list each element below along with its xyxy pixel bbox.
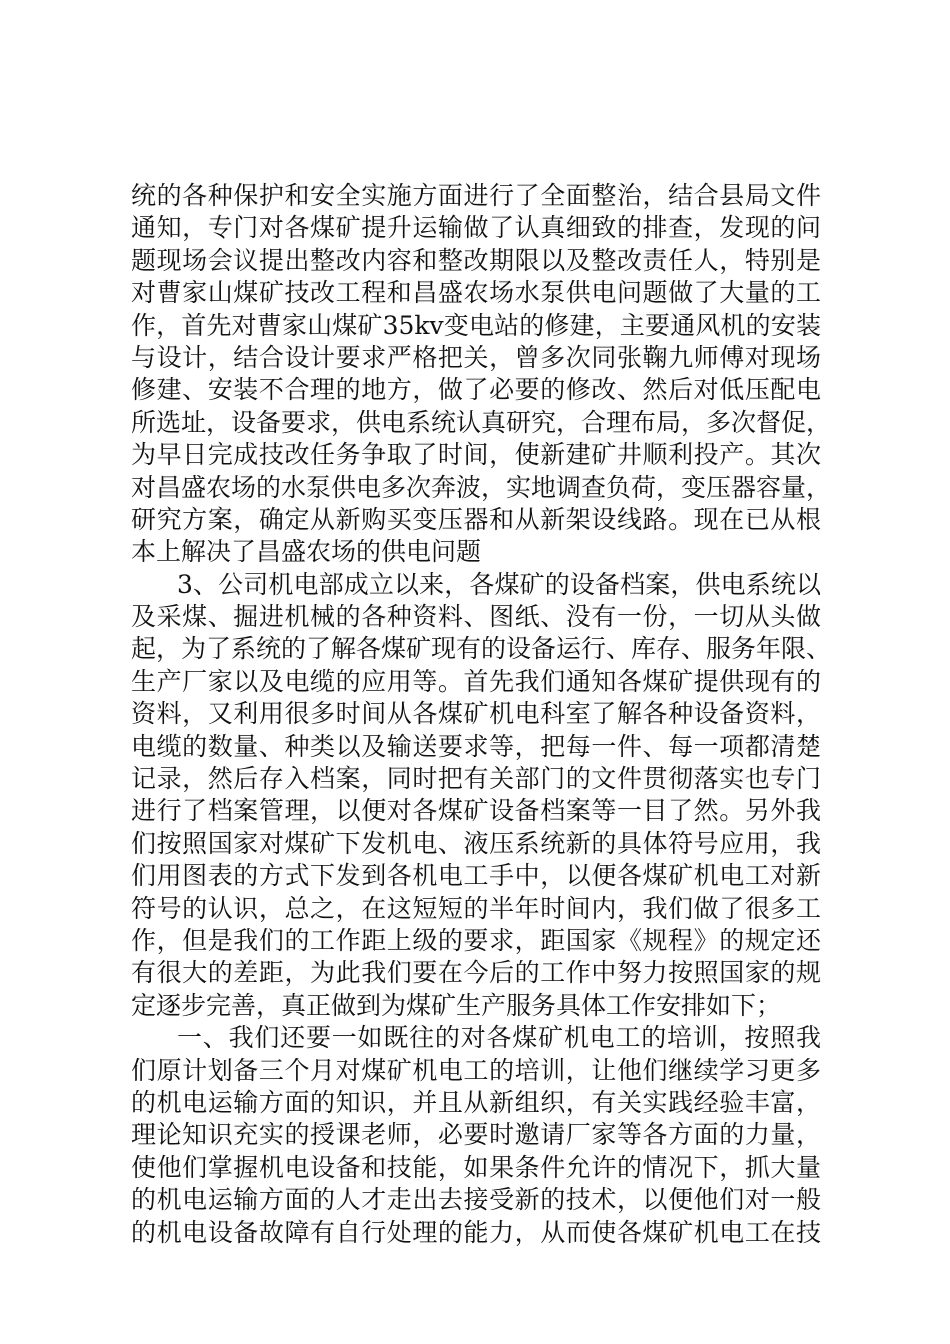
text-line: 记录，然后存入档案，同时把有关部门的文件贯彻落实也专门 — [131, 764, 821, 794]
text-line: 通知，专门对各煤矿提升运输做了认真细致的排查，发现的问 — [131, 213, 821, 243]
text-line: 资料，又利用很多时间从各煤矿机电科室了解各种设备资料， — [131, 699, 821, 729]
text-line: 们原计划备三个月对煤矿机电工的培训，让他们继续学习更多 — [131, 1055, 821, 1085]
text-line: 为早日完成技改任务争取了时间，使新建矿井顺利投产。其次 — [131, 440, 821, 470]
text-line: 使他们掌握机电设备和技能，如果条件允许的情况下，抓大量 — [131, 1152, 821, 1182]
text-line: 电缆的数量、种类以及输送要求等，把每一件、每一项都清楚 — [131, 731, 821, 761]
paragraph-start-line: 3、公司机电部成立以来，各煤矿的设备档案，供电系统以 — [177, 569, 821, 599]
text-line: 作，首先对曹家山煤矿35kv变电站的修建，主要通风机的安装 — [131, 310, 821, 340]
text-line: 进行了档案管理，以便对各煤矿设备档案等一目了然。另外我 — [131, 796, 821, 826]
text-line: 研究方案，确定从新购买变压器和从新架设线路。现在已从根 — [131, 504, 821, 534]
text-line: 生产厂家以及电缆的应用等。首先我们通知各煤矿提供现有的 — [131, 666, 821, 696]
text-line: 理论知识充实的授课老师，必要时邀请厂家等各方面的力量， — [131, 1120, 821, 1150]
text-line: 及采煤、掘进机械的各种资料、图纸、没有一份，一切从头做 — [131, 602, 821, 632]
paragraph-start-line: 一、我们还要一如既往的对各煤矿机电工的培训，按照我 — [177, 1023, 821, 1053]
text-line: 所选址，设备要求，供电系统认真研究，合理布局，多次督促， — [131, 407, 832, 437]
text-line: 本上解决了昌盛农场的供电问题 — [131, 537, 482, 567]
text-line: 的机电运输方面的知识，并且从新组织，有关实践经验丰富， — [131, 1087, 821, 1117]
text-line: 对曹家山煤矿技改工程和昌盛农场水泵供电问题做了大量的工 — [131, 278, 821, 308]
text-line: 的机电运输方面的人才走出去接受新的技术，以便他们对一般 — [131, 1185, 821, 1215]
text-line: 们按照国家对煤矿下发机电、液压系统新的具体符号应用，我 — [131, 828, 821, 858]
text-line: 的机电设备故障有自行处理的能力，从而使各煤矿机电工在技 — [131, 1217, 821, 1247]
text-line: 符号的认识，总之，在这短短的半年时间内，我们做了很多工 — [131, 893, 821, 923]
text-line: 与设计，结合设计要求严格把关，曾多次同张鞠九师傅对现场 — [131, 342, 821, 372]
text-line: 起，为了系统的了解各煤矿现有的设备运行、库存、服务年限、 — [131, 634, 832, 664]
text-line: 对昌盛农场的水泵供电多次奔波，实地调查负荷，变压器容量， — [131, 472, 832, 502]
text-line: 有很大的差距，为此我们要在今后的工作中努力按照国家的规 — [131, 958, 821, 988]
text-line: 定逐步完善，真正做到为煤矿生产服务具体工作安排如下； — [131, 990, 782, 1020]
text-line: 统的各种保护和安全实施方面进行了全面整治，结合县局文件 — [131, 181, 821, 210]
text-line: 修建、安装不合理的地方，做了必要的修改、然后对低压配电 — [131, 375, 821, 405]
text-line: 们用图表的方式下发到各机电工手中，以便各煤矿机电工对新 — [131, 861, 821, 891]
text-line: 题现场会议提出整改内容和整改期限以及整改责任人，特别是 — [131, 245, 821, 275]
document-body — [131, 180, 832, 1249]
text-line: 作，但是我们的工作距上级的要求，距国家《规程》的规定还 — [131, 925, 821, 955]
